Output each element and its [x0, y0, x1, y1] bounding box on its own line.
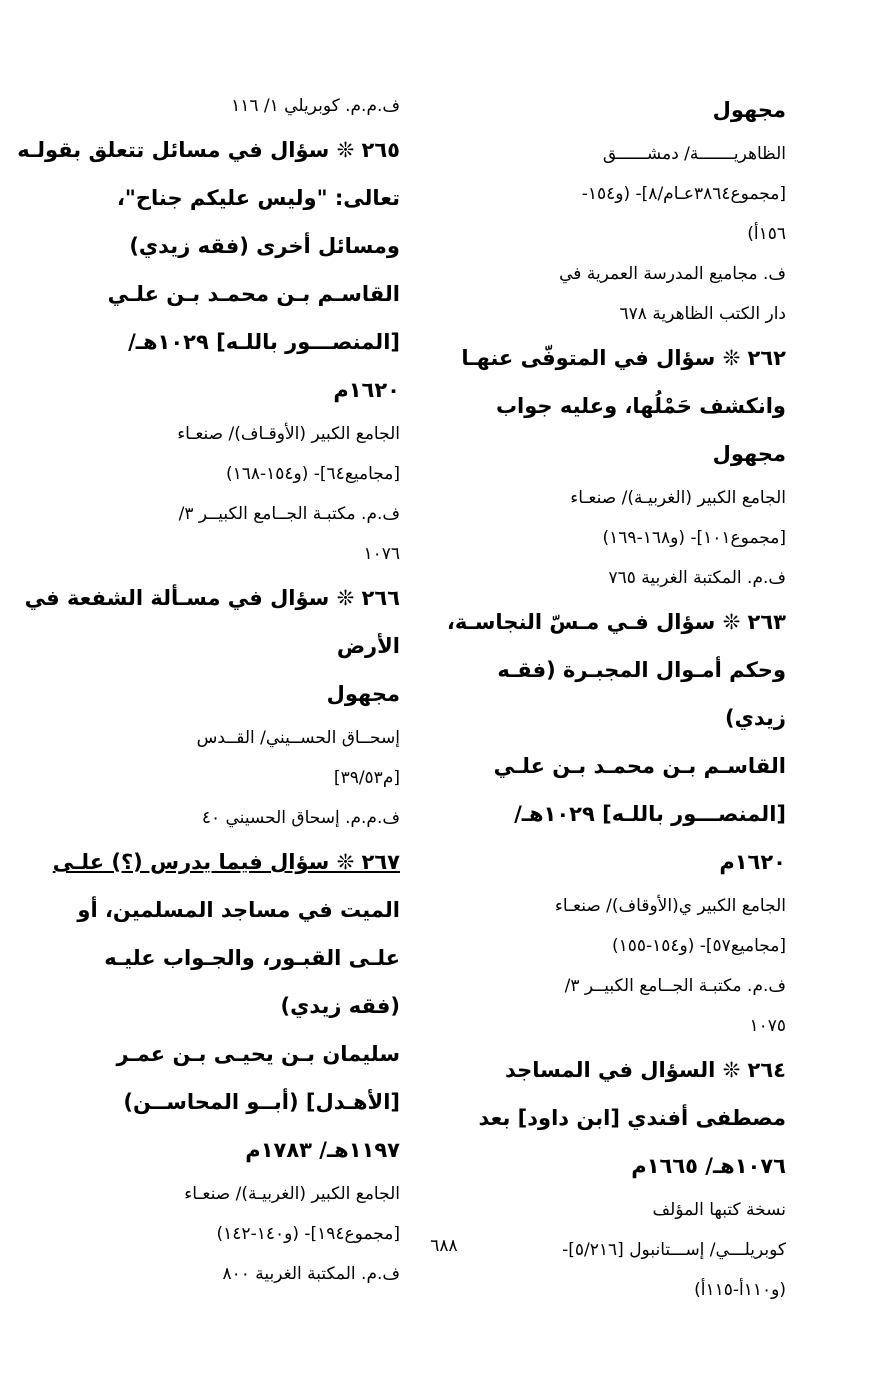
entry-heading-line: وحكم أمـوال المجبـرة (فقـه	[497, 658, 786, 682]
entry-detail-line: ف.م. المكتبة الغربية ٨٠٠	[222, 1264, 400, 1284]
entry-heading-line: علـى القبـور، والجـواب عليـه	[104, 946, 400, 970]
entry-heading-line: ١٦٢٠م	[333, 378, 400, 402]
entry-detail-line: ف.م. المكتبة الغربية ٧٦٥	[608, 568, 786, 588]
entry-heading-line: ٢٦٧ ❊ سؤال فيما يدرس (؟) علـى	[52, 850, 400, 874]
entry-heading-line: الميت في مساجد المسلمين، أو	[77, 898, 400, 922]
entry-heading-line: [المنصـــور باللـه] ١٠٢٩هـ/	[128, 330, 400, 354]
entry-heading-line: ٢٦٦ ❊ سؤال في مسـألة الشفعة في	[24, 586, 400, 610]
entry-detail-line: (و١١٠أ-١١٥أ)	[694, 1280, 786, 1300]
entry-detail-line: [مجموع٣٨٦٤عـام/٨]- (و١٥٤-	[581, 184, 786, 204]
entry-detail-line: الجامع الكبير (الغربيـة)/ صنعـاء	[570, 488, 786, 508]
entry-detail-line: [مجموع١٠١]- (و١٦٨-١٦٩)	[602, 528, 786, 548]
entry-detail-line: [مجاميع٦٤]- (و١٥٤-١٦٨)	[225, 464, 400, 484]
entry-heading-line: [المنصـــور باللـه] ١٠٢٩هـ/	[514, 802, 786, 826]
right-column	[446, 86, 786, 1310]
entry-detail-line: [مجاميع٥٧]- (و١٥٤-١٥٥)	[611, 936, 786, 956]
entry-detail-line: [م٣٩/٥٣]	[333, 768, 400, 788]
entry-heading-line: ١٠٧٦هـ/ ١٦٦٥م	[631, 1154, 786, 1178]
entry-detail-line: إسحــاق الحســيني/ القــدس	[196, 728, 400, 748]
entry-heading-line: ٢٦٤ ❊ السؤال في المساجد	[504, 1058, 786, 1082]
entry-detail-line: الجامع الكبير (الأوقـاف)/ صنعـاء	[177, 424, 400, 444]
entry-detail-line: ١٠٧٥	[749, 1016, 786, 1036]
entry-detail-line: [مجموع١٩٤]- (و١٤٠-١٤٢)	[216, 1224, 400, 1244]
entry-heading-line: سليمان بـن يحيـى بـن عمـر	[116, 1042, 400, 1066]
entry-detail-line: الظاهريـــــــة/ دمشــــــق	[602, 144, 786, 164]
entry-detail-line: ف. مجاميع المدرسة العمرية في	[559, 264, 786, 284]
entry-heading-line: ١١٩٧هـ/ ١٧٨٣م	[245, 1138, 400, 1162]
page-number: ٦٨٨	[430, 1236, 458, 1256]
entry-heading-line: ٢٦٣ ❊ سؤال فـي مـسّ النجاسـة،	[446, 610, 786, 634]
entry-detail-line: ف.م. مكتبـة الجــامع الكبيــر ٣/	[564, 976, 786, 996]
entry-detail-line: الجامع الكبير ي(الأوقاف)/ صنعـاء	[554, 896, 786, 916]
entry-detail-line: ١٠٧٦	[363, 544, 400, 564]
entry-heading-line: زيدي)	[725, 706, 786, 730]
entry-detail-line: دار الكتب الظاهرية ٦٧٨	[619, 304, 786, 324]
entry-detail-line: الجامع الكبير (الغربيـة)/ صنعـاء	[184, 1184, 400, 1204]
entry-heading-line: (فقه زيدي)	[280, 994, 400, 1018]
entry-heading-line: ٢٦٢ ❊ سؤال في المتوفّى عنهـا	[461, 346, 786, 370]
entry-heading-line: مجهول	[712, 98, 786, 122]
entry-heading-line: القاسـم بـن محمـد بـن علـي	[493, 754, 786, 778]
entry-heading-line: ١٦٢٠م	[719, 850, 786, 874]
entry-detail-line: ف.م. مكتبـة الجــامع الكبيــر ٣/	[178, 504, 400, 524]
entry-heading-line: القاسـم بـن محمـد بـن علـي	[107, 282, 400, 306]
entry-detail-line: ١٥٦أ)	[747, 224, 786, 244]
entry-detail-line: كوبريلـــي/ إســـتانبول [٥/٢١٦]-	[562, 1240, 786, 1260]
entry-heading-line: وانكشف حَمْلُها، وعليه جواب	[495, 394, 786, 418]
entry-heading-line: تعالى: "وليس عليكم جناح"،	[116, 186, 400, 210]
entry-detail-line: ف.م.م. إسحاق الحسيني ٤٠	[201, 808, 400, 828]
entry-heading-line: ٢٦٥ ❊ سؤال في مسائل تتعلق بقولـه	[17, 138, 400, 162]
entry-heading-line: الأرض	[336, 634, 400, 658]
left-column	[17, 86, 400, 1294]
entry-detail-line: نسخة كتبها المؤلف	[652, 1200, 786, 1220]
entry-heading-line: مجهول	[712, 442, 786, 466]
entry-heading-line: مصطفى أفندي [ابن داود] بعد	[478, 1106, 786, 1130]
entry-detail-line: ف.م.م. كوبريلي ١/ ١١٦	[231, 96, 400, 116]
entry-heading-line: ومسائل أخرى (فقه زيدي)	[129, 234, 400, 258]
entry-heading-line: [الأهـدل] (أبــو المحاســن)	[123, 1090, 400, 1114]
entry-heading-line: مجهول	[326, 682, 400, 706]
